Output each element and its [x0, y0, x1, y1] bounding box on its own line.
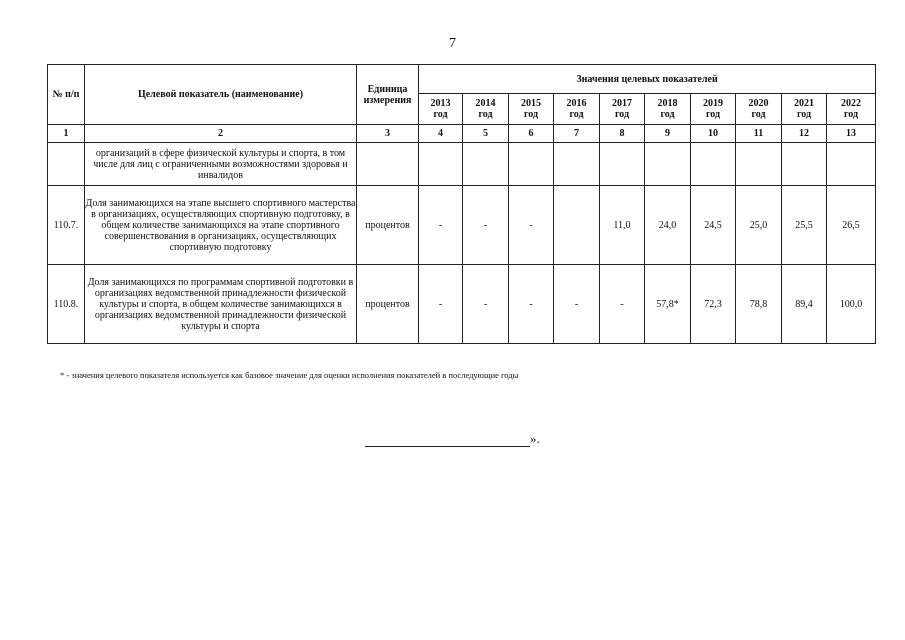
- row-indicator-text: Доля занимающихся по программам спортивной подготовки в организациях ведомственной принадлежности физической культуры и спорта, в общем количестве занимающихся в организациях ведомственной принадлежности физической культуры и спорта: [85, 265, 357, 344]
- row-indicator-text: Доля занимающихся на этапе высшего спортивного мастерства в организациях, осуществляющих спортивную подготовку, в общем количестве занимающихся на этапе спортивного совершенствования в организациях, осуществляющих спортивную подготовку: [85, 186, 357, 265]
- column-number: 9: [645, 125, 691, 143]
- row-value: [782, 143, 827, 186]
- row-unit: процентов: [357, 186, 419, 265]
- header-year: 2021 год: [782, 94, 827, 125]
- row-value: -: [600, 265, 645, 344]
- row-value: 72,3: [691, 265, 736, 344]
- header-year: 2019 год: [691, 94, 736, 125]
- column-number: 1: [48, 125, 85, 143]
- table-row: [48, 143, 876, 186]
- footnote: * - значения целевого показателя используется как базовое значение для оценки исполнения показателей в последующие годы: [60, 370, 519, 380]
- row-value: [827, 143, 876, 186]
- row-value: 24,0: [645, 186, 691, 265]
- header-year: 2013 год: [419, 94, 463, 125]
- header-year: 2018 год: [645, 94, 691, 125]
- row-value: 89,4: [782, 265, 827, 344]
- column-number: 7: [554, 125, 600, 143]
- row-value: 100,0: [827, 265, 876, 344]
- column-number: 10: [691, 125, 736, 143]
- row-index: [48, 143, 85, 186]
- header-unit: Единица измерения: [357, 65, 419, 125]
- row-value: [691, 143, 736, 186]
- closing-line: [365, 431, 540, 447]
- header-year: 2014 год: [463, 94, 509, 125]
- column-number: 11: [736, 125, 782, 143]
- header-year: 2020 год: [736, 94, 782, 125]
- table-row: [48, 186, 876, 265]
- row-value: 26,5: [827, 186, 876, 265]
- row-indicator-text: организаций в сфере физической культуры и спорта, в том числе для лиц с ограниченными возможностями здоровья и инвалидов: [85, 143, 357, 186]
- column-number-row: [48, 125, 876, 143]
- row-value: [554, 186, 600, 265]
- row-value: [600, 143, 645, 186]
- column-number: 2: [85, 125, 357, 143]
- row-value: 78,8: [736, 265, 782, 344]
- row-value: -: [419, 186, 463, 265]
- row-value: -: [463, 265, 509, 344]
- row-value: 11,0: [600, 186, 645, 265]
- header-year: 2015 год: [509, 94, 554, 125]
- row-value: [554, 143, 600, 186]
- page-number: 7: [449, 36, 456, 51]
- column-number: 12: [782, 125, 827, 143]
- column-number: 8: [600, 125, 645, 143]
- row-value: [645, 143, 691, 186]
- header-year: 2022 год: [827, 94, 876, 125]
- column-number: 4: [419, 125, 463, 143]
- row-value: 25,0: [736, 186, 782, 265]
- table-row: [48, 265, 876, 344]
- row-value: -: [463, 186, 509, 265]
- closing-mark: ».: [530, 431, 540, 446]
- header-year: 2017 год: [600, 94, 645, 125]
- column-number: 5: [463, 125, 509, 143]
- header-values-group: Значения целевых показателей: [419, 65, 876, 94]
- row-value: 25,5: [782, 186, 827, 265]
- row-value: -: [554, 265, 600, 344]
- row-unit: [357, 143, 419, 186]
- header-num: № п/п: [48, 65, 85, 125]
- row-value: [509, 143, 554, 186]
- row-index: 110.8.: [48, 265, 85, 344]
- row-value: [736, 143, 782, 186]
- row-value: 57,8*: [645, 265, 691, 344]
- column-number: 3: [357, 125, 419, 143]
- row-index: 110.7.: [48, 186, 85, 265]
- signature-line: [365, 432, 530, 447]
- row-value: [419, 143, 463, 186]
- column-number: 13: [827, 125, 876, 143]
- row-value: 24,5: [691, 186, 736, 265]
- row-unit: процентов: [357, 265, 419, 344]
- column-number: 6: [509, 125, 554, 143]
- row-value: -: [419, 265, 463, 344]
- header-indicator: Целевой показатель (наименование): [85, 65, 357, 125]
- targets-table: [47, 64, 876, 344]
- row-value: [463, 143, 509, 186]
- row-value: -: [509, 265, 554, 344]
- header-year: 2016 год: [554, 94, 600, 125]
- row-value: -: [509, 186, 554, 265]
